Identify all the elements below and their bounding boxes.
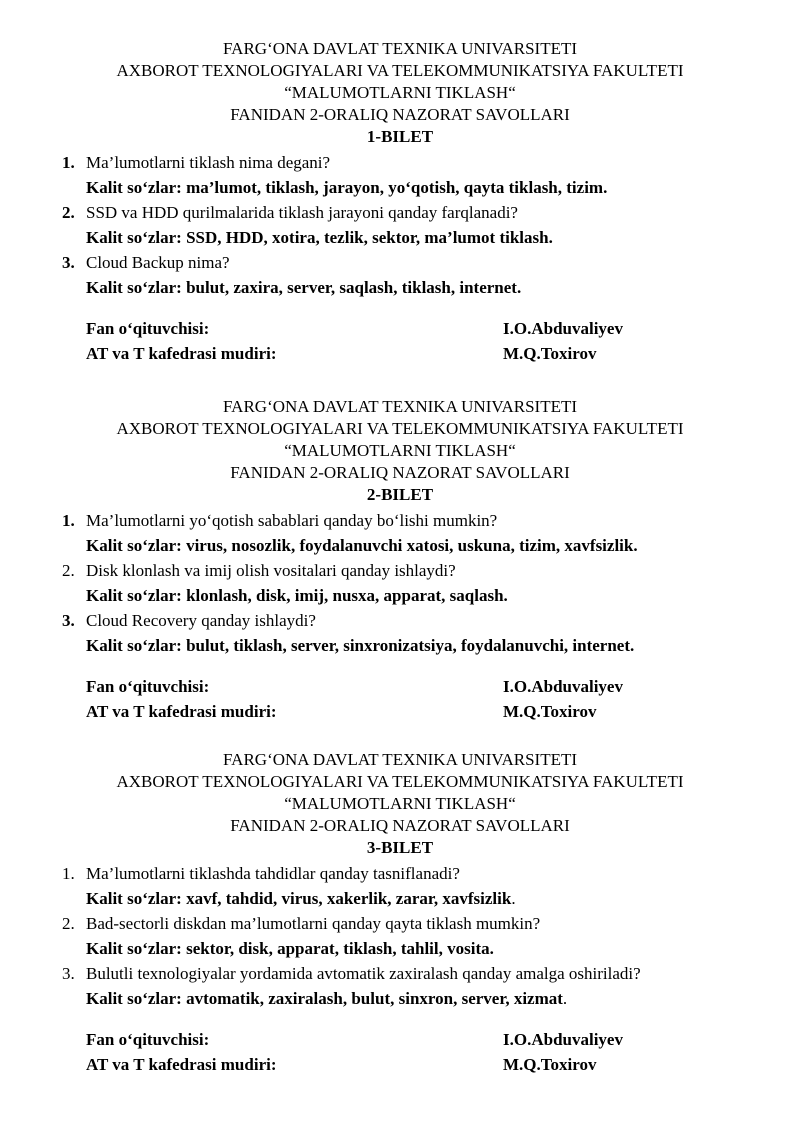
question-item xyxy=(0,150,800,200)
question-keywords: Kalit so‘zlar: ma’lumot, tiklash, jarayon, yo‘qotish, qayta tiklash, tizim. xyxy=(86,178,608,197)
question-keywords: Kalit so‘zlar: sektor, disk, apparat, tiklash, tahlil, vosita. xyxy=(86,939,494,958)
question-item xyxy=(0,608,800,658)
question-item xyxy=(0,961,800,1011)
question-number: 1. xyxy=(62,511,75,530)
question-number: 3. xyxy=(62,611,75,630)
question-keywords: Kalit so‘zlar: bulut, tiklash, server, sinxronizatsiya, foydalanuvchi, internet. xyxy=(86,636,635,655)
bilet-header xyxy=(0,396,800,506)
question-number: 3. xyxy=(62,964,75,983)
question-number: 1. xyxy=(62,153,75,172)
question-item xyxy=(0,508,800,558)
question-keywords: Kalit so‘zlar: xavf, tahdid, virus, xakerlik, zarar, xavfsizlik. xyxy=(86,889,516,908)
question-item xyxy=(0,861,800,911)
teacher-name: I.O.Abduvaliyev xyxy=(503,319,623,338)
university-name: FARG‘ONA DAVLAT TEXNIKA UNIVARSITETI xyxy=(222,39,578,58)
subject-name: “MALUMOTLARNI TIKLASH“ xyxy=(284,83,516,102)
question-item xyxy=(0,250,800,300)
question-keywords: Kalit so‘zlar: avtomatik, zaxiralash, bulut, sinxron, server, xizmat. xyxy=(86,989,568,1008)
question-text: Bulutli texnologiyalar yordamida avtomatik zaxiralash qanday amalga oshiriladi? xyxy=(86,964,641,983)
question-number: 2. xyxy=(62,561,75,580)
university-name: FARG‘ONA DAVLAT TEXNIKA UNIVARSITETI xyxy=(222,397,578,416)
question-keywords: Kalit so‘zlar: bulut, zaxira, server, saqlash, tiklash, internet. xyxy=(86,278,522,297)
question-item xyxy=(0,558,800,608)
question-item xyxy=(0,200,800,250)
head-name: M.Q.Toxirov xyxy=(503,344,597,363)
faculty-name: AXBOROT TEXNOLOGIYALARI VA TELEKOMMUNIKATSIYA FAKULTETI xyxy=(116,61,684,80)
question-keywords: Kalit so‘zlar: SSD, HDD, xotira, tezlik, sektor, ma’lumot tiklash. xyxy=(86,228,553,247)
teacher-signature-row xyxy=(0,319,800,344)
question-text: SSD va HDD qurilmalarida tiklash jarayoni qanday farqlanadi? xyxy=(86,203,518,222)
subject-name: “MALUMOTLARNI TIKLASH“ xyxy=(284,441,516,460)
head-signature-row xyxy=(0,702,800,727)
bilet-title: 2-BILET xyxy=(366,485,434,504)
bilet-header xyxy=(0,749,800,859)
question-number: 2. xyxy=(62,203,75,222)
question-number: 2. xyxy=(62,914,75,933)
teacher-signature-row xyxy=(0,677,800,702)
question-item xyxy=(0,911,800,961)
question-text: Ma’lumotlarni tiklashda tahdidlar qanday tasniflanadi? xyxy=(86,864,460,883)
question-text: Ma’lumotlarni yo‘qotish sabablari qanday bo‘lishi mumkin? xyxy=(86,511,498,530)
bilet-3 xyxy=(0,749,800,1080)
bilet-header xyxy=(0,38,800,148)
question-text: Bad-sectorli diskdan ma’lumotlarni qanday qayta tiklash mumkin? xyxy=(86,914,541,933)
question-text: Cloud Recovery qanday ishlaydi? xyxy=(86,611,316,630)
question-text: Disk klonlash va imij olish vositalari qanday ishlaydi? xyxy=(86,561,456,580)
teacher-name: I.O.Abduvaliyev xyxy=(503,677,623,696)
exam-title: FANIDAN 2-ORALIQ NAZORAT SAVOLLARI xyxy=(230,463,570,482)
teacher-label: Fan o‘qituvchisi: xyxy=(86,319,210,338)
teacher-name: I.O.Abduvaliyev xyxy=(503,1030,623,1049)
question-text: Ma’lumotlarni tiklash nima degani? xyxy=(86,153,331,172)
question-keywords: Kalit so‘zlar: klonlash, disk, imij, nusxa, apparat, saqlash. xyxy=(86,586,508,605)
head-label: AT va T kafedrasi mudiri: xyxy=(86,344,277,363)
head-label: AT va T kafedrasi mudiri: xyxy=(86,702,277,721)
exam-title: FANIDAN 2-ORALIQ NAZORAT SAVOLLARI xyxy=(230,816,570,835)
faculty-name: AXBOROT TEXNOLOGIYALARI VA TELEKOMMUNIKATSIYA FAKULTETI xyxy=(116,772,684,791)
bilet-2 xyxy=(0,396,800,727)
head-name: M.Q.Toxirov xyxy=(503,702,597,721)
bilet-title: 1-BILET xyxy=(366,127,434,146)
teacher-label: Fan o‘qituvchisi: xyxy=(86,677,210,696)
head-label: AT va T kafedrasi mudiri: xyxy=(86,1055,277,1074)
question-text: Cloud Backup nima? xyxy=(86,253,230,272)
subject-name: “MALUMOTLARNI TIKLASH“ xyxy=(284,794,516,813)
bilet-title: 3-BILET xyxy=(366,838,434,857)
faculty-name: AXBOROT TEXNOLOGIYALARI VA TELEKOMMUNIKATSIYA FAKULTETI xyxy=(116,419,684,438)
university-name: FARG‘ONA DAVLAT TEXNIKA UNIVARSITETI xyxy=(222,750,578,769)
head-signature-row xyxy=(0,1055,800,1080)
bilet-1 xyxy=(0,38,800,369)
head-name: M.Q.Toxirov xyxy=(503,1055,597,1074)
exam-title: FANIDAN 2-ORALIQ NAZORAT SAVOLLARI xyxy=(230,105,570,124)
teacher-signature-row xyxy=(0,1030,800,1055)
teacher-label: Fan o‘qituvchisi: xyxy=(86,1030,210,1049)
question-number: 3. xyxy=(62,253,75,272)
question-keywords: Kalit so‘zlar: virus, nosozlik, foydalanuvchi xatosi, uskuna, tizim, xavfsizlik. xyxy=(86,536,638,555)
question-number: 1. xyxy=(62,864,75,883)
head-signature-row xyxy=(0,344,800,369)
